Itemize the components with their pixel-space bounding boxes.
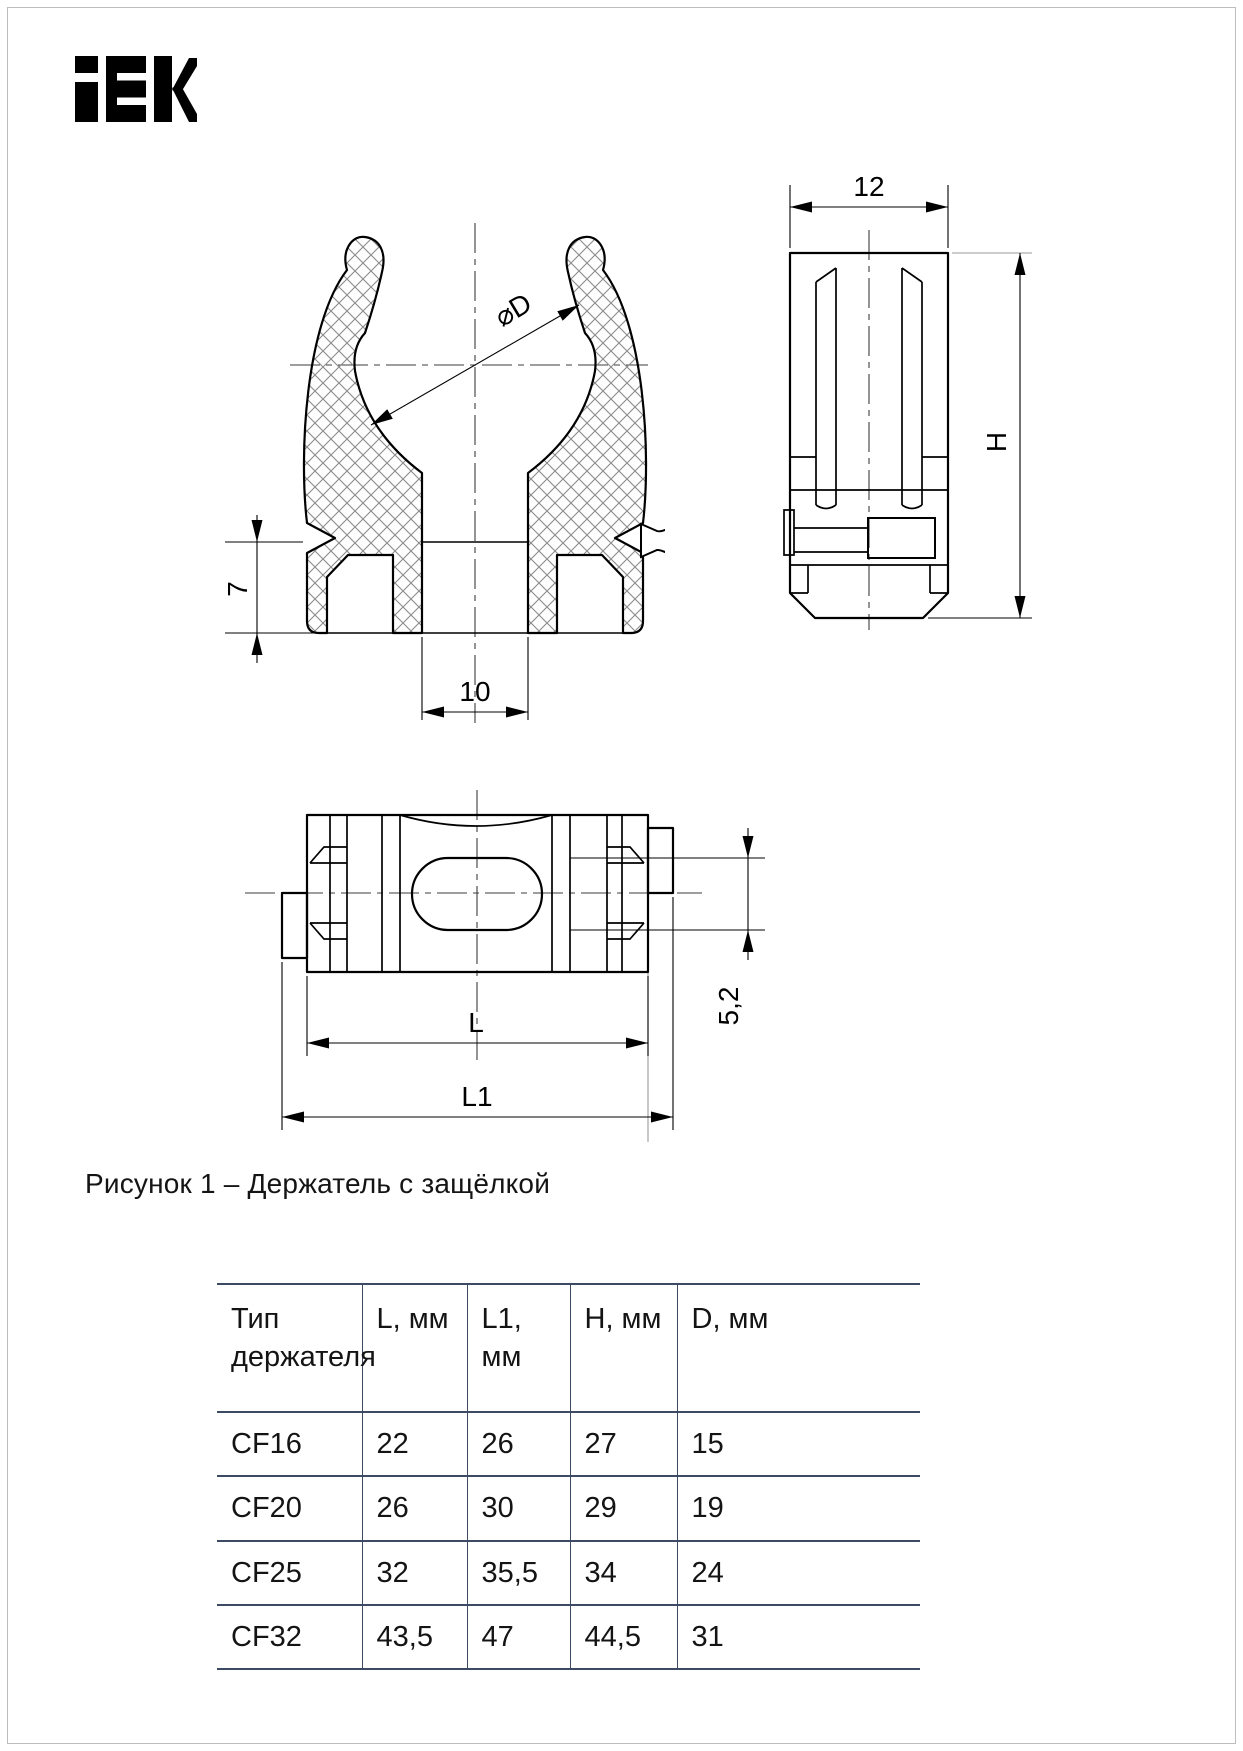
dim-length-l-label: L: [468, 1007, 484, 1038]
clip-right-section: [528, 237, 646, 633]
cell-l1: 26: [467, 1412, 570, 1476]
cell-h: 27: [570, 1412, 677, 1476]
cell-d: 15: [677, 1412, 920, 1476]
cell-l: 32: [362, 1541, 467, 1605]
cell-h: 44,5: [570, 1605, 677, 1669]
col-header-l1: L1, мм: [467, 1284, 570, 1412]
dim-base-height-label: 7: [222, 581, 253, 597]
col-header-l: L, мм: [362, 1284, 467, 1412]
latch-tab: [641, 524, 665, 557]
cell-l1: 30: [467, 1476, 570, 1541]
iek-logo-glyphs: [75, 56, 197, 122]
spec-table: [217, 1283, 920, 1670]
cell-l1: 47: [467, 1605, 570, 1669]
bottom-view: [240, 790, 780, 1160]
dim-slot-width-label: 5,2: [713, 986, 744, 1026]
cell-l: 26: [362, 1476, 467, 1541]
cell-type: CF25: [217, 1541, 362, 1605]
table-row-cf16: [217, 1412, 920, 1476]
dim-height-h: [928, 253, 1032, 618]
cell-d: 24: [677, 1541, 920, 1605]
table-row-cf20: [217, 1476, 920, 1541]
dim-width-12-label: 12: [853, 171, 885, 202]
dim-diameter-label: ⌀D: [489, 287, 537, 333]
dim-slot-width: [570, 828, 765, 1025]
cell-l1: 35,5: [467, 1541, 570, 1605]
table-row-cf32: [217, 1605, 920, 1669]
front-section-view: [195, 175, 665, 735]
iek-logo: [75, 56, 197, 122]
side-view: [770, 160, 1060, 640]
cell-l: 22: [362, 1412, 467, 1476]
cell-type: CF16: [217, 1412, 362, 1476]
cell-type: CF20: [217, 1476, 362, 1541]
dim-length-l1-label: L1: [461, 1081, 493, 1112]
dim-height-h-label: H: [981, 431, 1012, 453]
side-interior-edges: [784, 268, 948, 593]
col-header-d: D, мм: [677, 1284, 920, 1412]
dim-channel-width-label: 10: [459, 676, 491, 707]
spec-table-header-row: [217, 1284, 920, 1412]
clip-left-section: [304, 237, 422, 633]
col-header-type: Тип держателя: [217, 1284, 362, 1412]
cell-type: CF32: [217, 1605, 362, 1669]
col-header-h: H, мм: [570, 1284, 677, 1412]
table-row-cf25: [217, 1541, 920, 1605]
cell-l: 43,5: [362, 1605, 467, 1669]
dim-base-height: [222, 515, 319, 663]
cell-h: 34: [570, 1541, 677, 1605]
cell-d: 31: [677, 1605, 920, 1669]
cell-h: 29: [570, 1476, 677, 1541]
figure-caption: Рисунок 1 – Держатель с защёлкой: [85, 1168, 551, 1199]
cell-d: 19: [677, 1476, 920, 1541]
